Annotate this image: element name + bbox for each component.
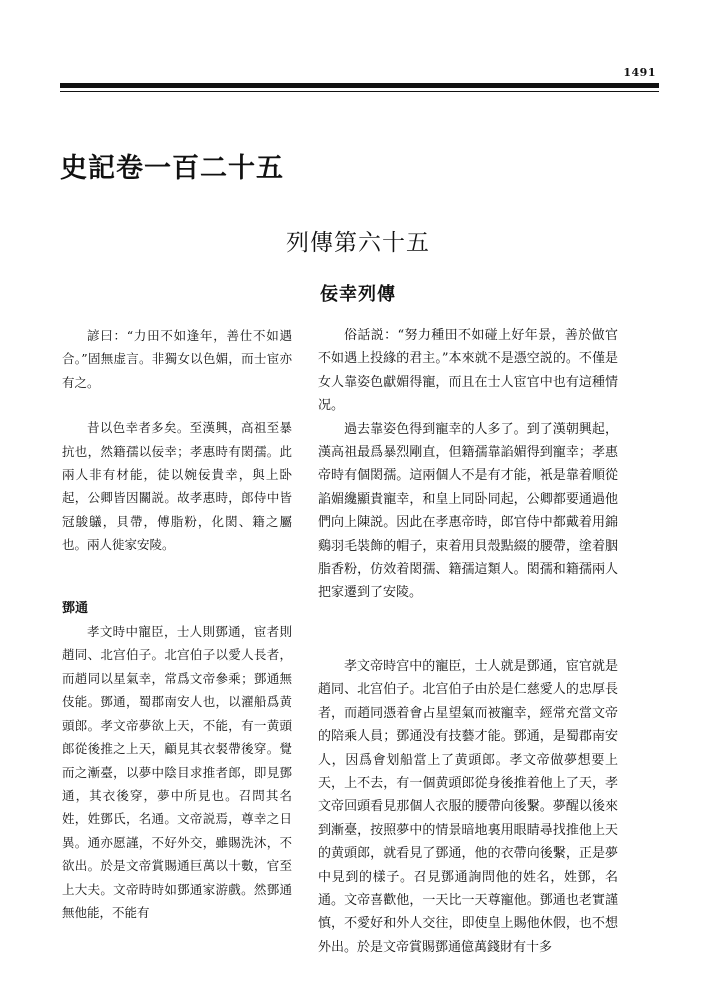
page-number: 1491 [623, 66, 656, 79]
modern-column [318, 324, 618, 1000]
classical-paragraph-2: 昔以色幸者多矣。至漢興，高祖至暴抗也，然籍孺以佞幸；孝惠時有閎孺。此兩人非有材能，徒以婉佞貴幸，與上卧起，公卿皆因關説。故孝惠時，郎侍中皆冠鵔鸃，貝帶，傅脂粉，化閎、籍之屬也。兩人徙家安陵。 [62, 420, 292, 553]
book-title: 史記卷一百二十五 [60, 153, 284, 184]
classical-column [62, 324, 292, 1000]
juan-title: 列傳第六十五 [286, 230, 430, 256]
modern-paragraph-3: 孝文帝時宫中的寵臣，士人就是鄧通，宦官就是趙同、北宫伯子。北宫伯子由於是仁慈愛人的忠厚長者，而趙同憑着會占星望氣而被寵幸，經常充當文帝的陪乘人員；鄧通没有技藝才能。鄧通，是蜀郡南安人，因爲會划船當上了黄頭郎。孝文帝做夢想要上天，上不去，有一個黄頭郎從身後推着他上了天，孝文帝回頭看見那個人衣服的腰帶向後繫。夢醒以後來到漸臺，按照夢中的情景暗地裏用眼睛尋找推他上天的黄頭郎，就看見了鄧通，他的衣帶向後繫，正是夢中見到的樣子。召見鄧通詢問他的姓名，姓鄧，名通。文帝喜歡他，一天比一天尊寵他。鄧通也老實謹慎，不愛好和外人交往，即使皇上賜他休假，也不想外出。於是文帝賞賜鄧通億萬錢財有十多 [318, 658, 618, 955]
chapter-title: 佞幸列傳 [320, 284, 396, 305]
header-rule-thick [60, 83, 659, 88]
classical-section-heading: 鄧通 [62, 600, 89, 616]
header-rule-thin [60, 91, 659, 92]
classical-paragraph-3: 孝文時中寵臣，士人則鄧通，宦者則趙同、北宫伯子。北宫伯子以愛人長者，而趙同以星氣幸，常爲文帝參乘；鄧通無伎能。鄧通，蜀郡南安人也，以濯船爲黄頭郎。孝文帝夢欲上天，不能，有一黄頭郎從後推之上天，顧見其衣裻帶後穿。覺而之漸臺，以夢中陰目求推者郎，即見鄧通，其衣後穿，夢中所見也。召問其名姓，姓鄧氏，名通。文帝説焉，尊幸之日異。通亦愿謹，不好外交，雖賜洗沐，不欲出。於是文帝賞賜通巨萬以十數，官至上大夫。文帝時時如鄧通家游戲。然鄧通無他能，不能有 [62, 624, 292, 920]
modern-paragraph-2: 過去靠姿色得到寵幸的人多了。到了漢朝興起，漢高祖最爲暴烈剛直，但籍孺靠諂媚得到寵幸；孝惠帝時有個閎孺。這兩個人不是有才能，衹是靠着順從諂媚纔顯貴寵幸，和皇上同卧同起，公卿都要通過他們向上陳説。因此在孝惠帝時，郎官侍中都戴着用錦鷄羽毛裝飾的帽子，束着用貝殼點綴的腰帶，塗着胭脂香粉，仿效着閎孺、籍孺這類人。閎孺和籍孺兩人把家遷到了安陵。 [318, 421, 618, 601]
modern-section-spacer [318, 605, 618, 655]
modern-paragraph-1: 俗話説：“努力種田不如碰上好年景，善於做官不如遇上投緣的君主。”本來就不是憑空説的。不僅是女人靠姿色獻媚得寵，而且在士人宦官中也有這種情况。 [318, 328, 618, 414]
classical-paragraph-1: 諺曰：“力田不如逢年，善仕不如遇合。”固無虚言。非獨女以色媚，而士宦亦有之。 [62, 328, 292, 390]
